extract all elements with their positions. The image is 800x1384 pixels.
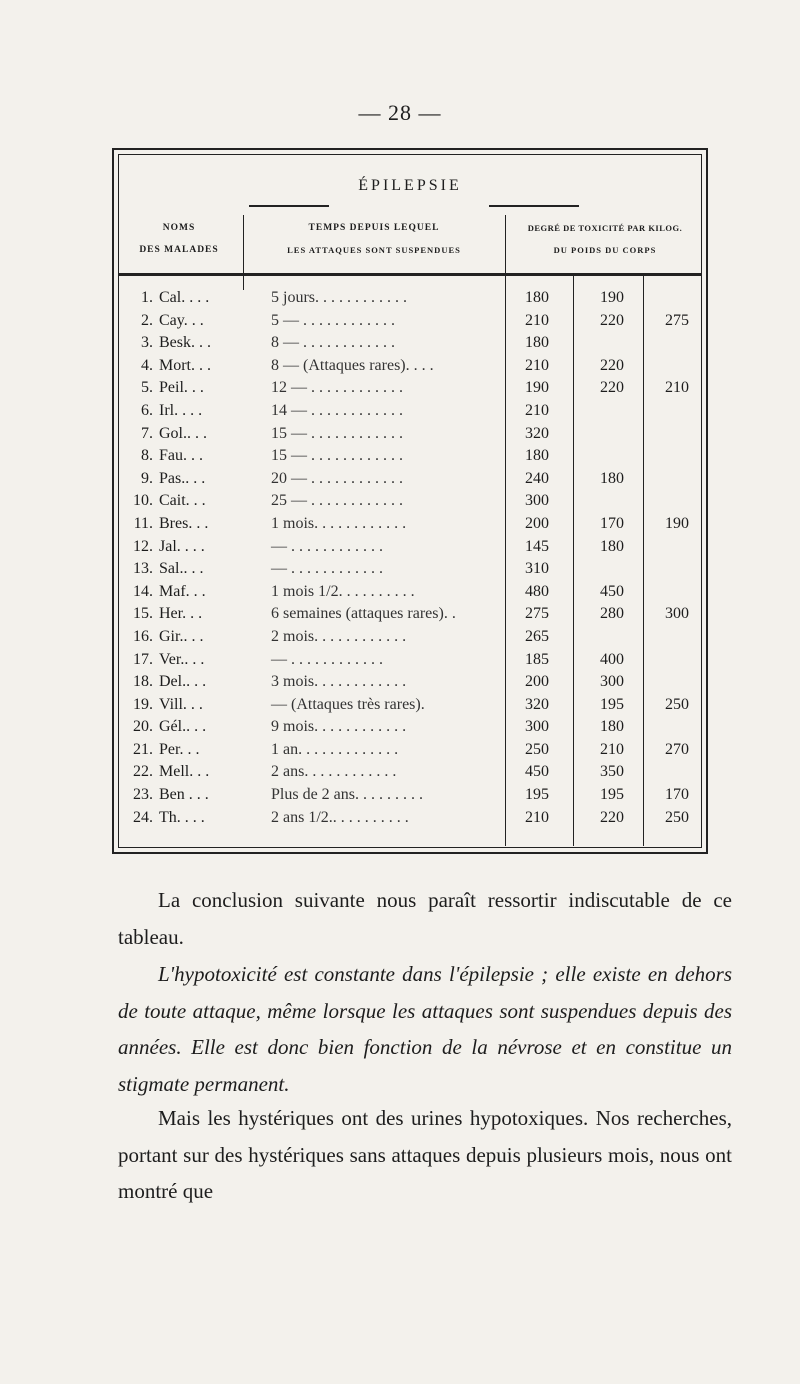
toxicity-value-1: 320 (525, 695, 549, 713)
table-row (119, 468, 701, 491)
toxicity-value-1: 210 (525, 401, 549, 419)
toxicity-value-1: 180 (525, 334, 549, 352)
toxicity-value-3: 250 (665, 695, 689, 713)
suspension-time: 2 ans. . . . . . . . . . . . (271, 763, 397, 781)
toxicity-value-1: 480 (525, 582, 549, 600)
toxicity-value-1: 180 (525, 289, 549, 306)
patient-name: Ben . . . (159, 786, 209, 804)
toxicity-value-2: 180 (600, 469, 624, 487)
table-row (119, 558, 701, 581)
table-body (119, 287, 701, 829)
header-toxicity-line1: DEGRÉ DE TOXICITÉ PAR KILOG. (527, 223, 683, 233)
row-number: 4. (141, 356, 153, 374)
header-bottom-rule (119, 273, 701, 276)
suspension-time: 3 mois. . . . . . . . . . . . (271, 673, 407, 691)
table-row (119, 377, 701, 400)
patient-name: Th. . . . (159, 808, 205, 826)
toxicity-value-2: 180 (600, 537, 624, 555)
patient-name: Maf. . . (159, 582, 206, 600)
table-row (119, 581, 701, 604)
patient-name: Pas.. . . (159, 469, 206, 487)
epilepsy-table (112, 148, 708, 854)
toxicity-value-2: 220 (600, 379, 624, 397)
page-number: — 28 — (358, 100, 442, 125)
toxicity-value-2: 220 (600, 808, 624, 826)
toxicity-value-1: 210 (525, 356, 549, 374)
table-row (119, 671, 701, 694)
toxicity-value-2: 280 (600, 605, 624, 623)
table-row (119, 716, 701, 739)
suspension-time: 9 mois. . . . . . . . . . . . (271, 718, 407, 736)
suspension-time: 15 — . . . . . . . . . . . . (271, 447, 403, 465)
toxicity-value-1: 180 (525, 447, 549, 465)
toxicity-value-2: 350 (600, 763, 624, 781)
header-divider-1 (243, 215, 244, 273)
toxicity-value-1: 210 (525, 311, 549, 329)
header-time-line2: LES ATTAQUES SONT SUSPENDUES (287, 245, 461, 255)
toxicity-value-2: 300 (600, 673, 624, 691)
row-number: 9. (141, 469, 153, 487)
toxicity-value-2: 210 (600, 740, 624, 758)
toxicity-value-1: 200 (525, 673, 549, 691)
toxicity-value-1: 275 (525, 605, 549, 623)
row-number: 2. (141, 311, 153, 329)
row-number: 23. (133, 786, 153, 804)
suspension-time: 14 — . . . . . . . . . . . . (271, 401, 403, 419)
table-row (119, 626, 701, 649)
row-number: 18. (133, 673, 153, 691)
patient-name: Her. . . (159, 605, 203, 623)
table-row (119, 784, 701, 807)
row-number: 5. (141, 379, 153, 397)
table-row (119, 445, 701, 468)
patient-name: Cay. . . (159, 311, 204, 329)
toxicity-value-1: 195 (525, 786, 549, 804)
table-row (119, 739, 701, 762)
toxicity-value-1: 210 (525, 808, 549, 826)
toxicity-value-1: 250 (525, 740, 549, 758)
suspension-time: 20 — . . . . . . . . . . . . (271, 469, 403, 487)
suspension-time: 12 — . . . . . . . . . . . . (271, 379, 403, 397)
patient-name: Jal. . . . (159, 537, 205, 555)
toxicity-value-2: 195 (600, 695, 624, 713)
toxicity-value-2: 400 (600, 650, 624, 668)
table-row (119, 490, 701, 513)
toxicity-value-1: 265 (525, 627, 549, 645)
suspension-time: 25 — . . . . . . . . . . . . (271, 492, 403, 510)
table-row (119, 649, 701, 672)
suspension-time: 15 — . . . . . . . . . . . . (271, 424, 403, 442)
suspension-time: — . . . . . . . . . . . . (271, 560, 383, 578)
patient-name: Mell. . . (159, 763, 210, 781)
row-number: 6. (141, 401, 153, 419)
toxicity-value-3: 250 (665, 808, 689, 826)
suspension-time: 5 jours. . . . . . . . . . . . (271, 289, 407, 306)
suspension-time: — . . . . . . . . . . . . (271, 537, 383, 555)
toxicity-value-2: 190 (600, 289, 624, 306)
table-title: ÉPILEPSIE (358, 177, 462, 194)
patient-name: Bres. . . (159, 514, 209, 532)
patient-name: Fau. . . (159, 447, 203, 465)
patient-name: Peil. . . (159, 379, 204, 397)
suspension-time: 2 mois. . . . . . . . . . . . (271, 627, 407, 645)
table-row (119, 332, 701, 355)
table-row (119, 355, 701, 378)
suspension-time: 2 ans 1/2.. . . . . . . . . . (271, 808, 409, 826)
table-row (119, 807, 701, 830)
patient-name: Irl. . . . (159, 401, 203, 419)
toxicity-value-1: 240 (525, 469, 549, 487)
toxicity-value-1: 190 (525, 379, 549, 397)
suspension-time: — (Attaques très rares). (271, 695, 425, 713)
toxicity-value-3: 270 (665, 740, 689, 758)
header-names (119, 217, 239, 261)
patient-name: Gol.. . . (159, 424, 207, 442)
toxicity-value-1: 200 (525, 514, 549, 532)
header-toxicity (505, 217, 705, 261)
header-time-line1: TEMPS DEPUIS LEQUEL (308, 223, 440, 233)
toxicity-value-3: 210 (665, 379, 689, 397)
header-toxicity-line2: DU POIDS DU CORPS (553, 245, 657, 255)
header-time (243, 217, 505, 261)
table-row (119, 287, 701, 310)
patient-name: Per. . . (159, 740, 200, 758)
patient-name: Ver.. . . (159, 650, 205, 668)
suspension-time: — . . . . . . . . . . . . (271, 650, 383, 668)
toxicity-value-1: 310 (525, 560, 549, 578)
toxicity-value-3: 190 (665, 514, 689, 532)
toxicity-value-3: 275 (665, 311, 689, 329)
toxicity-value-1: 145 (525, 537, 549, 555)
table-row (119, 310, 701, 333)
toxicity-value-1: 185 (525, 650, 549, 668)
table-row (119, 761, 701, 784)
row-number: 13. (133, 560, 153, 578)
header-names-line1: NOMS (162, 223, 196, 233)
toxicity-value-2: 220 (600, 311, 624, 329)
table-row (119, 536, 701, 559)
row-number: 1. (141, 289, 153, 306)
toxicity-value-1: 450 (525, 763, 549, 781)
row-number: 10. (133, 492, 153, 510)
row-number: 7. (141, 424, 153, 442)
suspension-time: Plus de 2 ans. . . . . . . . . (271, 786, 423, 804)
paragraph-hypotoxicity: L'hypotoxicité est constante dans l'épilepsie ; elle existe en dehors de toute attaque, même lorsque les attaques sont suspendues depuis des années. Elle est donc bien fonction de la névrose et en constitue un stigmate permanent. (118, 962, 732, 1096)
toxicity-value-2: 170 (600, 514, 624, 532)
suspension-time: 6 semaines (attaques rares). . (271, 605, 456, 623)
patient-name: Sal.. . . (159, 560, 204, 578)
suspension-time: 1 mois. . . . . . . . . . . . (271, 514, 407, 532)
row-number: 24. (133, 808, 153, 826)
toxicity-value-2: 220 (600, 356, 624, 374)
table-row (119, 423, 701, 446)
toxicity-value-1: 300 (525, 718, 549, 736)
row-number: 17. (133, 650, 153, 668)
row-number: 8. (141, 447, 153, 465)
title-rule-left (249, 205, 329, 207)
paragraph-hysteriques: Mais les hystériques ont des urines hypotoxiques. Nos recherches, portant sur des hystériques sans attaques depuis plusieurs mois, nous ont montré que (118, 1106, 732, 1203)
header-names-line2: DES MALADES (139, 245, 219, 255)
row-number: 3. (141, 334, 153, 352)
patient-name: Cait. . . (159, 492, 206, 510)
row-number: 11. (133, 514, 153, 532)
table-row (119, 400, 701, 423)
patient-name: Vill. . . (159, 695, 203, 713)
patient-name: Mort. . . (159, 356, 211, 374)
toxicity-value-1: 300 (525, 492, 549, 510)
patient-name: Del.. . . (159, 673, 207, 691)
header-divider-2 (505, 215, 506, 273)
row-number: 22. (133, 763, 153, 781)
suspension-time: 8 — (Attaques rares). . . . (271, 356, 434, 374)
table-row (119, 513, 701, 536)
suspension-time: 1 mois 1/2. . . . . . . . . . (271, 582, 415, 600)
toxicity-value-2: 180 (600, 718, 624, 736)
row-number: 14. (133, 582, 153, 600)
toxicity-value-3: 300 (665, 605, 689, 623)
suspension-time: 8 — . . . . . . . . . . . . (271, 334, 395, 352)
patient-name: Gél.. . . (159, 718, 207, 736)
row-number: 15. (133, 605, 153, 623)
row-number: 21. (133, 740, 153, 758)
patient-name: Cal. . . . (159, 289, 210, 306)
patient-name: Besk. . . (159, 334, 211, 352)
patient-name: Gir.. . . (159, 627, 204, 645)
paragraph-conclusion: La conclusion suivante nous paraît ressortir indiscutable de ce tableau. (118, 888, 732, 949)
toxicity-value-2: 450 (600, 582, 624, 600)
toxicity-value-3: 170 (665, 786, 689, 804)
toxicity-value-2: 195 (600, 786, 624, 804)
row-number: 20. (133, 718, 153, 736)
suspension-time: 1 an. . . . . . . . . . . . . (271, 740, 399, 758)
title-rule-right (489, 205, 579, 207)
table-row (119, 603, 701, 626)
table-inner-frame (118, 154, 702, 848)
row-number: 19. (133, 695, 153, 713)
table-row (119, 694, 701, 717)
row-number: 16. (133, 627, 153, 645)
toxicity-value-1: 320 (525, 424, 549, 442)
row-number: 12. (133, 537, 153, 555)
suspension-time: 5 — . . . . . . . . . . . . (271, 311, 395, 329)
